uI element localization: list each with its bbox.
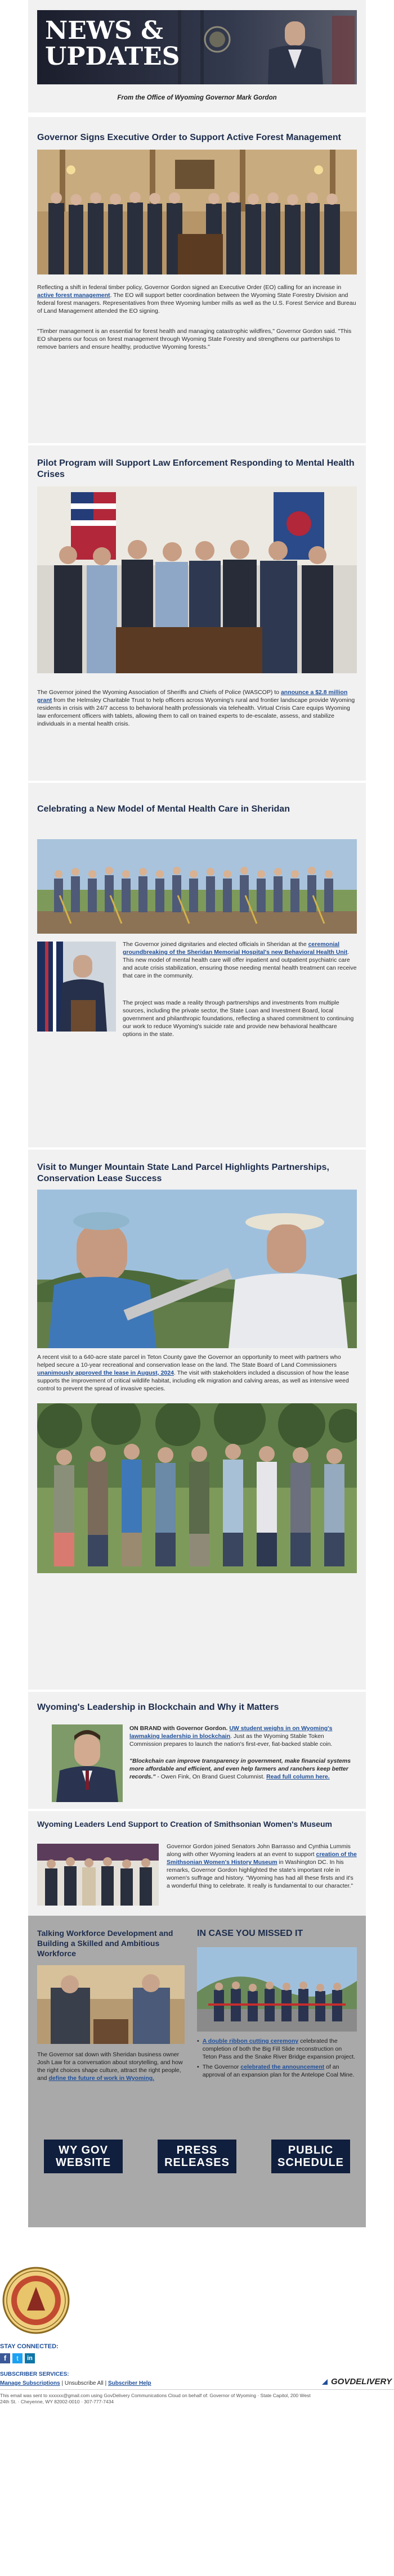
article-body: The Governor joined dignitaries and elected officials in Sheridan at the ceremonial groundbreaking of the Sheridan Memorial Hospital's new Behavioral Health Unit. This new model of mental health care will offer inpatient and outpatient psychiatric care and acute crisis stabilization, ensuring those needing mental health treatment can receive that care in the community. [123,941,357,979]
article-title: Wyoming Leaders Lend Support to Creation of Smithsonian Women's Museum [37,1820,332,1829]
article-body: Reflecting a shift in federal timber policy, Governor Gordon signed an Executive Order (EO) calling for an increase in active forest management. The EO will support better coordination between the Wyoming State Forestry Division and federal forest managers. Representatives from three Wyoming lumber mills as well as the U.S. Forest Service and Bureau of Land Management attended the EO signing. [37,284,356,314]
photo-munger-group [37,1403,357,1573]
article-pilot-program [28,445,366,783]
bullet-icon: • [197,2064,199,2070]
photo-eo-signing [37,150,357,274]
photo-wascop [37,487,357,673]
article-title: Pilot Program will Support Law Enforcement Responding to Mental Health Crises [37,458,355,479]
footer [0,2233,394,2576]
article-blockchain [28,1692,366,1811]
bullet-icon: • [197,2038,199,2044]
article-body: ON BRAND with Governor Gordon. UW student weighs in on Wyoming's lawmaking leadership in blockchain. Just as the Wyoming Stable Token Commission prepares to launch the nation's first-ever, fiat-backed stable coin. [129,1725,333,1748]
article-smithsonian [28,1811,366,1916]
article-title: Visit to Munger Mountain State Land Parcel Highlights Partnerships, Conservation Lease Success [37,1163,329,1183]
header-card [28,0,366,112]
list-item: • A double ribbon cutting ceremony celebrated the completion of both the Big Fill Slide reconstruction on Teton Pass and the Snake River Bridge expansion project. [197,2038,356,2060]
wy-gov-website-button[interactable]: WY GOV WEBSITE [44,2140,123,2173]
stay-connected-label: STAY CONNECTED: [0,2343,59,2350]
smithsonian-museum-link[interactable]: creation of the Smithsonian Women's History Museum [167,1851,357,1866]
footer-fine-print: This email was sent to xxxxxx@gmail.com using GovDelivery Communications Cloud on behalf of: Governor of Wyoming · State Capitol, 200 West 24th St. · Cheyenne, WY 82002-0010 · 307-777-7434 [0,2393,311,2404]
future-of-work-link[interactable]: define the future of work in Wyoming. [48,2075,155,2082]
facebook-icon[interactable]: f [0,2353,10,2363]
missed-list [197,2037,357,2079]
subscriber-services-label: SUBSCRIBER SERVICES: [0,2371,69,2377]
workforce-title: Talking Workforce Development and Building a Skilled and Ambitious Workforce [37,1929,173,1958]
lease-approval-link[interactable]: unanimously approved the lease in August, 2024 [37,1370,174,1376]
blockchain-column-link[interactable]: UW student weighs in on Wyoming's lawmaking leadership in blockchain [129,1725,333,1740]
article-munger-mountain [28,1150,366,1692]
govdelivery-mark-icon [321,2378,329,2386]
article-body: A recent visit to a 640-acre state parcel in Teton County gave the Governor an opportunity to meet with partners who helped secure a 10-year recreational and conservation lease on the land. The State Board of Land Commissioners unanimously approved the lease in August, 2024. The visit with stakeholders included a discussion of how the lease supports the improvement of critical wildlife habitat, including elk migration and calving areas, as well as intensive weed control to prevent the spread of invasive species. [37,1354,349,1392]
byline: From the Office of Wyoming Governor Mark Gordon [117,94,277,101]
banner-line2: UPDATES [45,42,180,71]
photo-owen-fink [52,1724,123,1802]
article-body: Governor Gordon joined Senators John Barrasso and Cynthia Lummis along with other Wyoming leaders at an event to support creation of the Smithsonian Women's History Museum in Washington DC. In his remarks, Governor Gordon highlighted the state's important role in women's suffrage and history. "Wyoming has had all these firsts and it's a wonderful thing to celebrate. It really is fundamental to our character." [167,1843,357,1889]
social-icons [0,2353,35,2363]
photo-ribbon-cutting [197,1947,357,2032]
bottom-section [28,1916,366,2227]
ribbon-cutting-link[interactable]: A double ribbon cutting ceremony [202,2038,299,2044]
article-quote: "Timber management is an essential for forest health and managing catastrophic wildfires," Governor Gordon said. "This EO sharpens our focus on forest management through Wyoming State Forestry and strengthens our partnerships to remove barriers and ensure healthy, productive Wyoming forests." [37,328,352,350]
article-title: Governor Signs Executive Order to Support Active Forest Management [37,133,341,142]
read-full-column-link[interactable]: Read full column here. [266,1773,330,1780]
list-item: • The Governor celebrated the announcement of an approval of an expansion plan for the Antelope Coal Mine. [197,2064,355,2078]
photo-munger-meeting [37,1190,357,1348]
photo-governor-speaking [37,942,116,1032]
groundbreaking-link[interactable]: ceremonial groundbreaking of the Sheridan Memorial Hospital's new Behavioral Health Unit [123,941,348,956]
article-title: Wyoming's Leadership in Blockchain and Why it Matters [37,1703,279,1712]
photo-groundbreaking [37,839,357,934]
footer-divider [0,2389,394,2390]
grant-announcement-link[interactable]: announce a $2.8 million grant [37,689,348,704]
article-sheridan [28,783,366,1150]
article-title: Celebrating a New Model of Mental Health Care in Sheridan [37,804,290,814]
workforce-body: The Governor sat down with Sheridan business owner Josh Law for a conversation about storytelling, and how the right choices shape culture, attract the right people, and define the future of work in Wyoming. [37,2051,183,2082]
linkedin-icon[interactable]: in [25,2353,35,2363]
photo-workforce-conversation [37,1965,185,2044]
twitter-icon[interactable]: t [12,2353,23,2363]
missed-title: IN CASE YOU MISSED IT [197,1929,303,1938]
coal-mine-announcement-link[interactable]: celebrated the announcement [240,2064,325,2070]
press-releases-button[interactable]: PRESS RELEASES [158,2140,236,2173]
banner-title [45,18,180,70]
banner [37,10,357,84]
subscriber-help-link[interactable]: Subscriber Help [108,2380,151,2386]
unsubscribe-link[interactable]: Unsubscribe All [64,2380,104,2386]
manage-subscriptions-link[interactable]: Manage Subscriptions [0,2380,60,2386]
banner-line1: NEWS & [45,16,163,45]
article-forest [28,117,366,445]
public-schedule-button[interactable]: PUBLIC SCHEDULE [271,2140,350,2173]
article-body-2: The project was made a reality through partnerships and investments from multiple sources, including the private sector, the State Loan and Investment Board, local government and philanthropic foundations, reflecting a shared commitment to continuing our work to reduce Wyoming's suicide rate and provide new behavioral healthcare options in the state. [123,999,354,1038]
subscriber-links: Manage Subscriptions | Unsubscribe All | Subscriber Help [0,2380,151,2386]
blockchain-quote: "Blockchain can improve transparency in government, make financial systems more affordable and efficient, and even help farmers and ranchers keep better records." - Owen Fink, On Brand Guest Columnist. Read full column here. [129,1758,351,1780]
forest-management-link[interactable]: active forest management [37,292,110,299]
photo-smithsonian-event [37,1844,159,1906]
wyoming-seal-icon [2,2267,70,2334]
govdelivery-logo: GOVDELIVERY [321,2377,393,2386]
article-body: The Governor joined the Wyoming Association of Sheriffs and Chiefs of Police (WASCOP) to announce a $2.8 million grant from the Helmsley Charitable Trust to help officers across Wyoming's rural and frontier landscape provide Wyoming residents in crisis with 24/7 access to behavioral health professionals via telehealth. Virtual Crisis Care equips Wyoming law enforcement officers with tablets, allowing them to call on trained experts to de-escalate, assess, and stabilize individuals in a mental health crisis. [37,689,355,727]
